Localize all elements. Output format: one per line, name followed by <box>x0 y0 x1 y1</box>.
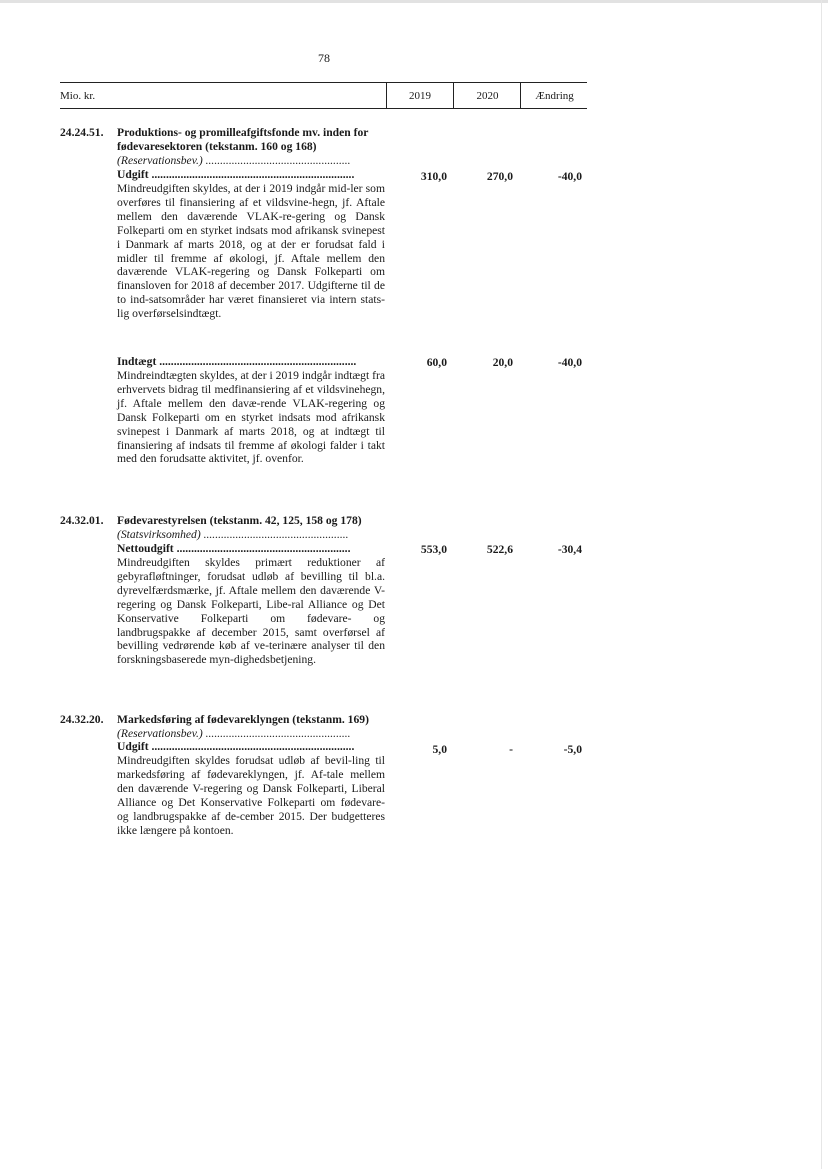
line-label: Nettoudgift ............................................................ <box>117 542 351 555</box>
account-title: Fødevarestyrelsen (tekstanm. 42, 125, 158 og 178) <box>117 514 362 527</box>
header-unit: Mio. kr. <box>60 90 96 102</box>
account-title: Produktions- og promilleafgiftsfonde mv. inden for fødevaresektoren (tekstanm. 160 og 168) <box>117 126 369 153</box>
value-2020: 270,0 <box>486 170 513 183</box>
value-2019: 60,0 <box>426 356 447 369</box>
line-description: Mindreudgiften skyldes primært reduktioner af gebyrafløftninger, forudsat udløb af bevilling til bl.a. dyrevelfærdsmærke, jf. Aftale mellem den daværende V-regering og Dansk Folkeparti, Libe-ral Alliance og Det Konservative Folkeparti om fødevare- og landbrugspakke af december 2015, samt overførsel af bevilling vedrørende køb af ve-terinære analyser til den forskningsbaserede myn-dighedsbetjening. <box>117 556 385 667</box>
value-change: -5,0 <box>563 743 582 756</box>
account-number: 24.24.51. <box>60 126 104 139</box>
header-2019: 2019 <box>386 83 453 108</box>
value-2019: 553,0 <box>420 543 447 556</box>
appropriation-type: (Reservationsbev.) .................................................. <box>117 727 351 740</box>
value-change: -30,4 <box>557 543 582 556</box>
value-2019: 310,0 <box>420 170 447 183</box>
value-2019: 5,0 <box>432 743 447 756</box>
account-title: Markedsføring af fødevareklyngen (tekstanm. 169) <box>117 713 369 726</box>
table-header <box>60 82 587 109</box>
line-label: Udgift ...................................................................... <box>117 168 355 181</box>
value-2020: 522,6 <box>486 543 513 556</box>
line-description: Mindreindtægten skyldes, at der i 2019 indgår indtægt fra erhvervets bidrag til medfinansiering af et vildsvinehegn, jf. Aftale mellem den davæ-rende VLAK-regering og Dansk Folkeparti om en styrket indsats mod afrikansk svinepest i Danmark af marts 2018, og at indtægt til finansiering af indsats til fremme af økologi falder i takt med den forudsatte aktivitet, jf. ovenfor. <box>117 369 385 466</box>
account-number: 24.32.20. <box>60 713 104 726</box>
value-2020: - <box>509 743 513 756</box>
line-description: Mindreudgiften skyldes, at der i 2019 indgår mid-ler som overføres til finansiering af et vildsvine-hegn, jf. Aftale mellem den daværende VLAK-re-gering og Dansk Folkeparti om en styrket indsats mod afrikansk svinepest i Danmark af marts 2018, og at der er forudsat fald i midler til fremme af økologi, jf. Aftale mellem den daværende VLAK-regering og Dansk Folkeparti om finansloven for 2018 af december 2017. Udgifterne til de to ind-satsområder har været finansieret via intern stats-lig overførselsindtægt. <box>117 182 385 321</box>
scan-right-edge <box>821 0 822 1169</box>
value-change: -40,0 <box>557 170 582 183</box>
scan-top-edge <box>0 0 828 3</box>
page-number: 78 <box>318 51 330 65</box>
line-label: Udgift ...................................................................... <box>117 740 355 753</box>
value-change: -40,0 <box>557 356 582 369</box>
appropriation-type: (Statsvirksomhed) .................................................. <box>117 528 349 541</box>
header-2020: 2020 <box>453 83 521 108</box>
header-change: Ændring <box>520 83 588 108</box>
account-number: 24.32.01. <box>60 514 104 527</box>
appropriation-type: (Reservationsbev.) .................................................. <box>117 154 351 167</box>
line-label: Indtægt .................................................................... <box>117 355 357 368</box>
line-description: Mindreudgiften skyldes forudsat udløb af bevil-ling til markedsføring af fødevareklyngen, jf. Af-tale mellem den daværende V-regering og Dansk Folkeparti, Liberal Alliance og Det Konservative Folkeparti om fødevare- og landbrugspakke af de-cember 2015. Der budgetteres ikke længere på kontoen. <box>117 754 385 837</box>
value-2020: 20,0 <box>492 356 513 369</box>
